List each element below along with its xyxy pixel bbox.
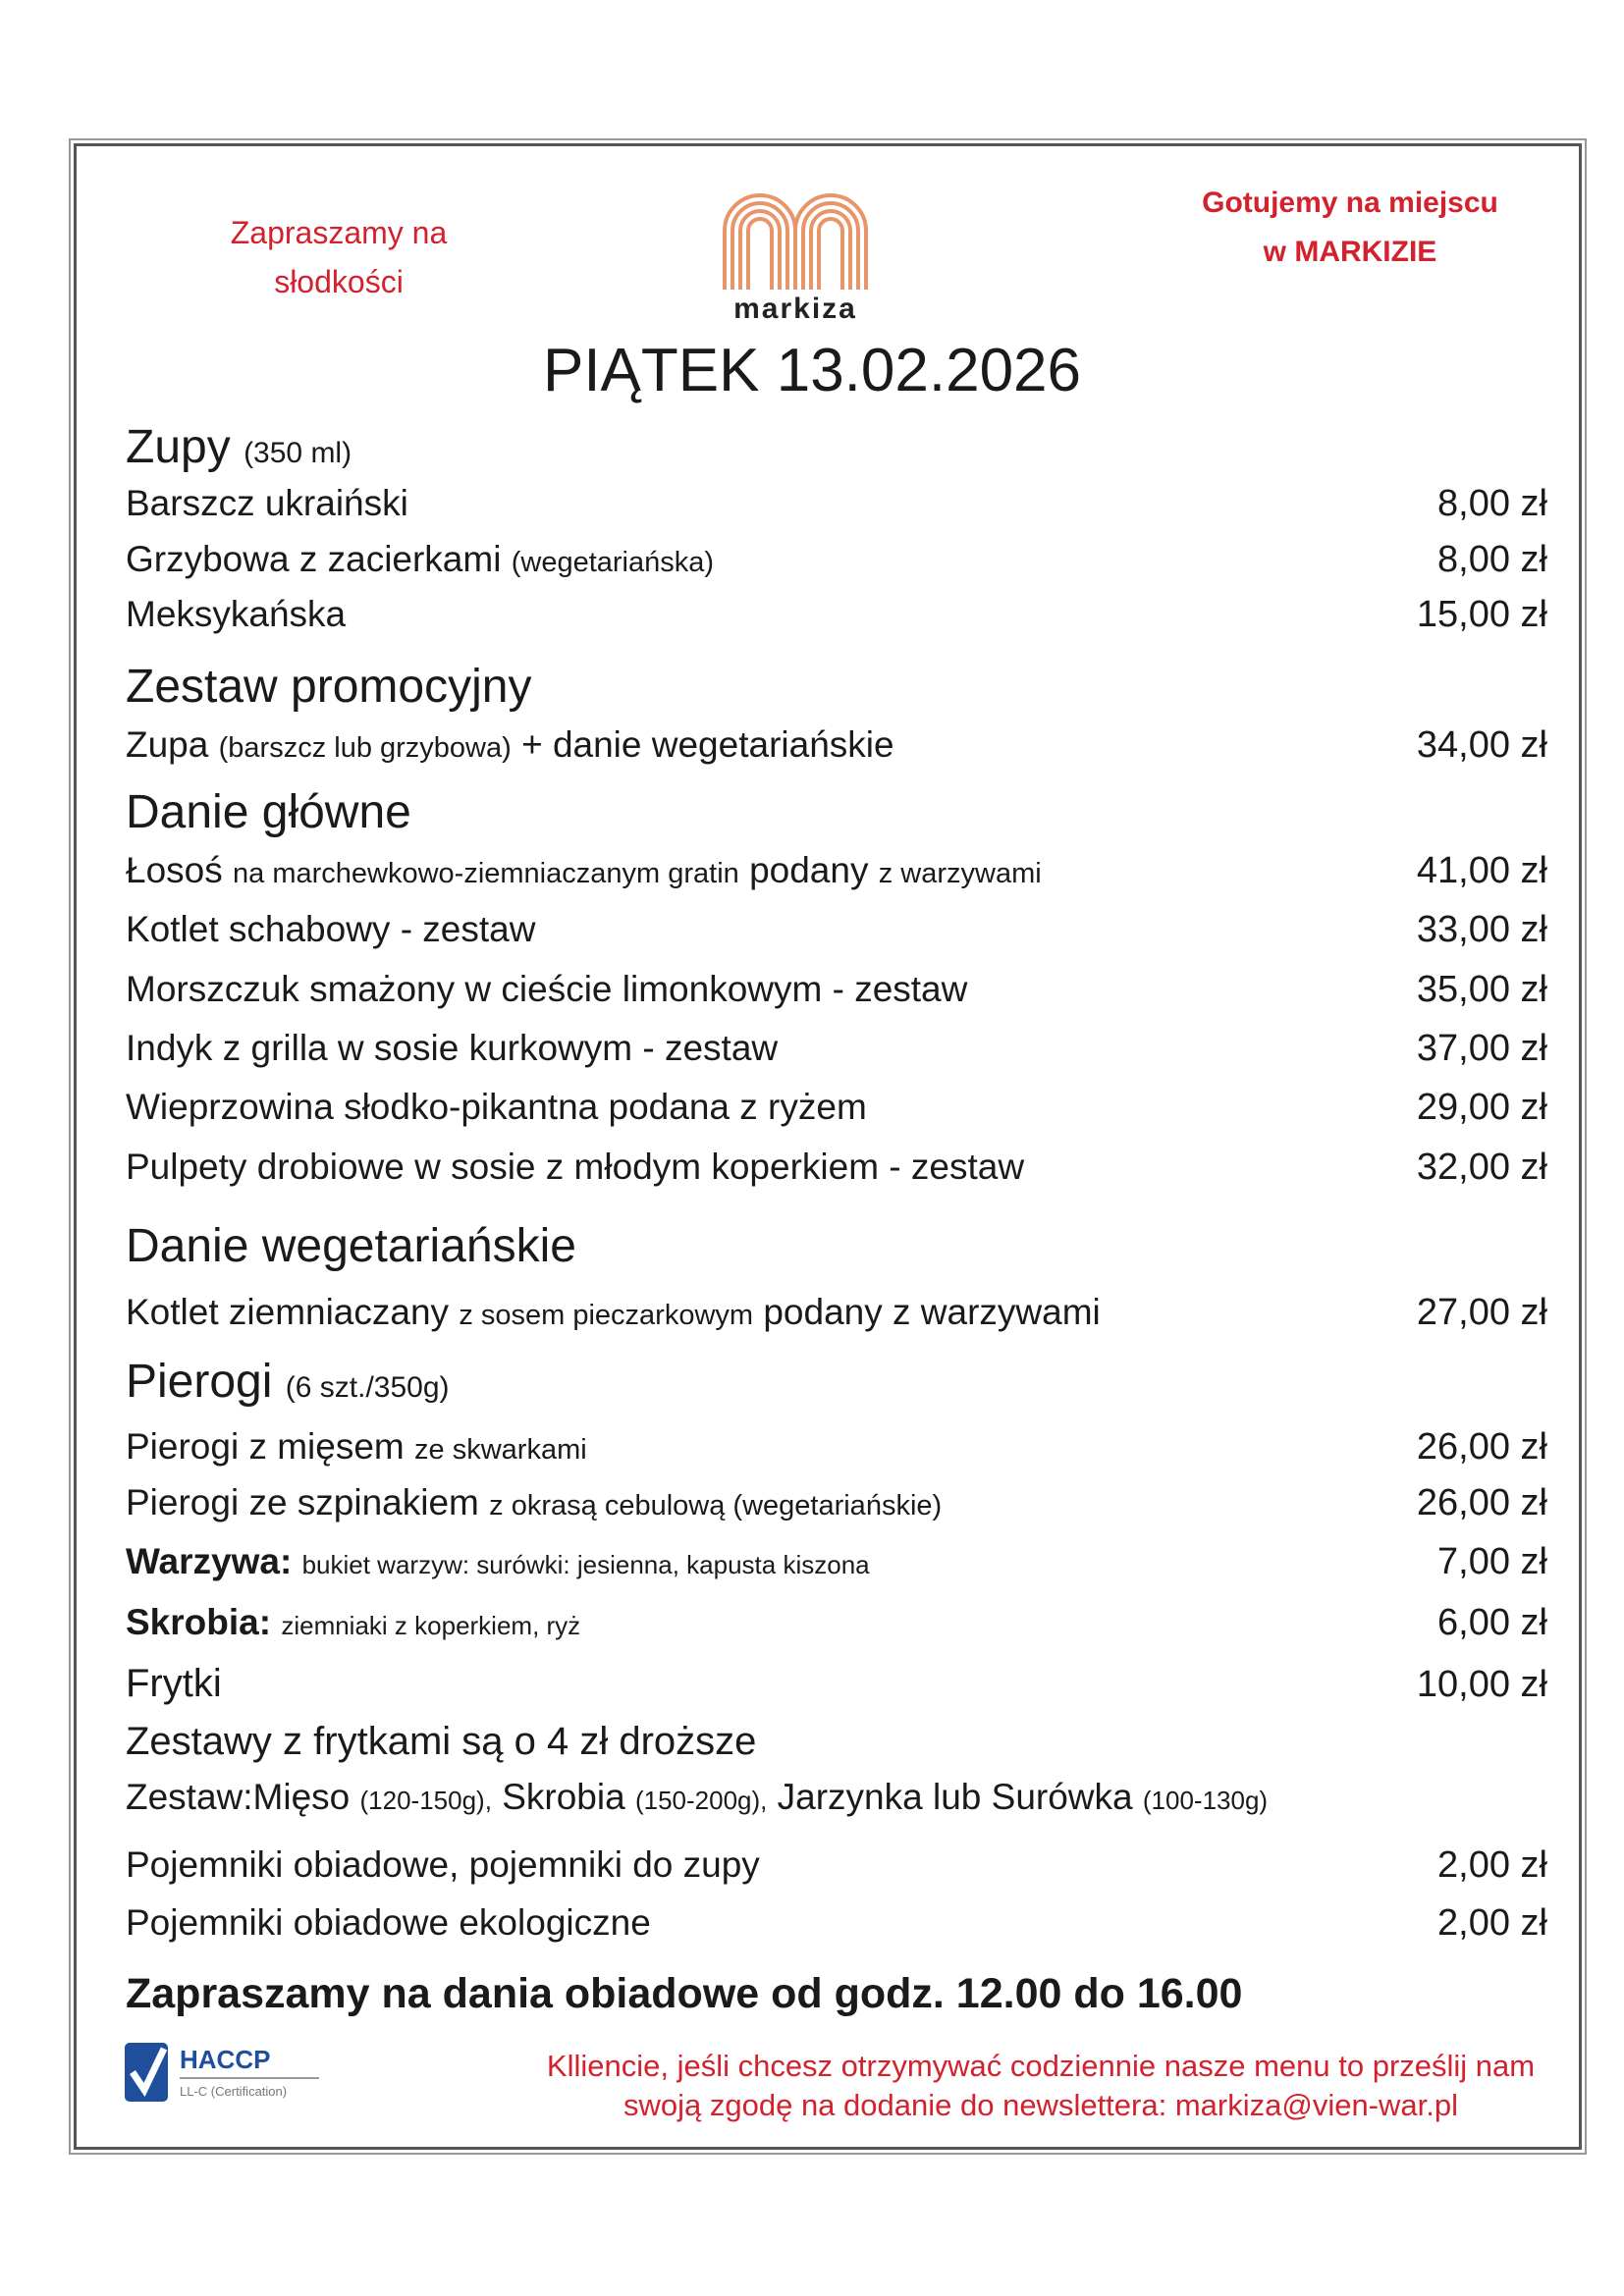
heading-note: (6 szt./350g) (285, 1371, 450, 1404)
item-name: podany (749, 850, 869, 890)
item-name: Morszczuk smażony w cieście limonkowym - zestaw (126, 969, 968, 1009)
menu-item (126, 1902, 1547, 1951)
item-price: 33,00 zł (1416, 909, 1547, 950)
menu-item (126, 909, 1547, 958)
item-detail: ze skwarkami (414, 1434, 587, 1466)
item-price: 10,00 zł (1416, 1664, 1547, 1705)
menu-item (126, 483, 1547, 532)
menu-item (126, 539, 1547, 588)
logo-wordmark: markiza (733, 293, 857, 325)
newsletter-note (412, 2047, 1624, 2125)
item-name: + danie wegetariańskie (521, 724, 894, 765)
item-name: Pierogi z mięsem (126, 1426, 405, 1467)
item-name: Grzybowa z zacierkami (126, 539, 502, 579)
item-price: 15,00 zł (1416, 594, 1547, 635)
item-name: Pojemniki obiadowe ekologiczne (126, 1902, 651, 1943)
item-detail: z warzywami (878, 858, 1042, 889)
haccp-sub: LL-C (Certification) (180, 2084, 288, 2099)
set-weight: (120-150g), (359, 1786, 492, 1815)
item-price: 6,00 zł (1437, 1602, 1547, 1643)
menu-item (126, 1482, 1547, 1531)
item-detail: na marchewkowo-ziemniaczanym gratin (233, 858, 739, 889)
item-name: Zupa (126, 724, 209, 765)
markiza-logo-icon (717, 187, 874, 294)
set-part: Zestaw:Mięso (126, 1777, 351, 1817)
menu-item (126, 1028, 1547, 1077)
section-heading-vegetarian: Danie wegetariańskie (126, 1220, 576, 1272)
item-price: 2,00 zł (1437, 1844, 1547, 1886)
heading-note: (350 ml) (244, 437, 352, 469)
item-detail: (barszcz lub grzybowa) (218, 732, 512, 764)
menu-item (126, 594, 1547, 643)
set-part: Skrobia (502, 1777, 625, 1817)
item-name: Pierogi ze szpinakiem (126, 1482, 479, 1522)
item-price: 34,00 zł (1416, 724, 1547, 766)
menu-item (126, 1087, 1547, 1136)
set-part: Jarzynka lub Surówka (777, 1777, 1133, 1817)
section-heading-promo: Zestaw promocyjny (126, 661, 532, 713)
item-name: podany z warzywami (763, 1292, 1101, 1332)
item-name: Pulpety drobiowe w sosie z młodym koperkiem - zestaw (126, 1147, 1025, 1187)
cooking-note (1159, 179, 1542, 277)
menu-item (126, 1147, 1547, 1196)
item-price: 29,00 zł (1416, 1087, 1547, 1128)
item-price: 35,00 zł (1416, 969, 1547, 1010)
item-name: Indyk z grilla w sosie kurkowym - zestaw (126, 1028, 779, 1068)
sweets-note-line: Zapraszamy na (230, 215, 448, 250)
menu-item (126, 724, 1547, 774)
item-name: Barszcz ukraiński (126, 483, 408, 523)
item-name: Warzywa: (126, 1541, 293, 1581)
item-price: 41,00 zł (1416, 850, 1547, 891)
item-price: 27,00 zł (1416, 1292, 1547, 1333)
item-detail: bukiet warzyw: surówki: jesienna, kapusta kiszona (301, 1550, 870, 1579)
item-price: 7,00 zł (1437, 1541, 1547, 1582)
item-name: Pojemniki obiadowe, pojemniki do zupy (126, 1844, 760, 1885)
menu-item (126, 969, 1547, 1018)
section-heading-main: Danie główne (126, 786, 411, 838)
set-composition (126, 1777, 1547, 1826)
item-price: 26,00 zł (1416, 1482, 1547, 1523)
item-name: Łosoś (126, 850, 223, 890)
newsletter-line: Klliencie, jeśli chcesz otrzymywać codziennie nasze menu to prześlij nam (546, 2049, 1536, 2083)
item-price: 8,00 zł (1437, 483, 1547, 524)
sweets-note (191, 208, 486, 306)
item-name: Kotlet ziemniaczany (126, 1292, 450, 1332)
menu-item (126, 1292, 1547, 1341)
menu-item (126, 1844, 1547, 1894)
section-heading-pierogi (126, 1355, 450, 1409)
page-title: PIĄTEK 13.02.2026 (542, 337, 1082, 404)
item-detail: (wegetariańska) (511, 547, 715, 578)
fries-note-text: Zestawy z frytkami są o 4 zł droższe (126, 1720, 757, 1763)
item-price: 2,00 zł (1437, 1902, 1547, 1944)
menu-item (126, 1602, 1547, 1651)
cooking-note-line: Gotujemy na miejscu (1202, 187, 1498, 219)
sweets-note-line: słodkości (274, 264, 404, 299)
haccp-badge-icon (123, 2037, 339, 2106)
item-name: Wieprzowina słodko-pikantna podana z ryżem (126, 1087, 867, 1127)
set-weight: (150-200g), (634, 1786, 768, 1815)
item-name: Meksykańska (126, 594, 347, 634)
heading-text: Pierogi (126, 1356, 273, 1408)
cooking-note-line: w MARKIZIE (1263, 236, 1437, 268)
item-name: Kotlet schabowy - zestaw (126, 909, 536, 949)
fries-note (126, 1720, 1547, 1769)
menu-item (126, 1541, 1547, 1590)
haccp-label: HACCP (180, 2045, 271, 2074)
hours-note: Zapraszamy na dania obiadowe od godz. 12.00 do 16.00 (126, 1970, 1243, 2017)
item-price: 8,00 zł (1437, 539, 1547, 580)
section-heading-soups (126, 420, 352, 474)
item-price: 32,00 zł (1416, 1147, 1547, 1188)
menu-item (126, 850, 1547, 899)
item-price: 37,00 zł (1416, 1028, 1547, 1069)
heading-text: Zupy (126, 421, 231, 473)
item-detail: z sosem pieczarkowym (459, 1300, 754, 1331)
menu-item (126, 1662, 1547, 1711)
menu-item (126, 1426, 1547, 1475)
item-name: Skrobia: (126, 1602, 272, 1642)
item-price: 26,00 zł (1416, 1426, 1547, 1468)
item-detail: ziemniaki z koperkiem, ryż (281, 1611, 581, 1640)
item-detail: z okrasą cebulową (wegetariańskie) (489, 1490, 943, 1522)
newsletter-line: swoją zgodę na dodanie do newslettera: markiza@vien-war.pl (623, 2088, 1458, 2122)
set-weight: (100-130g) (1142, 1786, 1269, 1815)
item-name: Frytki (126, 1662, 222, 1705)
